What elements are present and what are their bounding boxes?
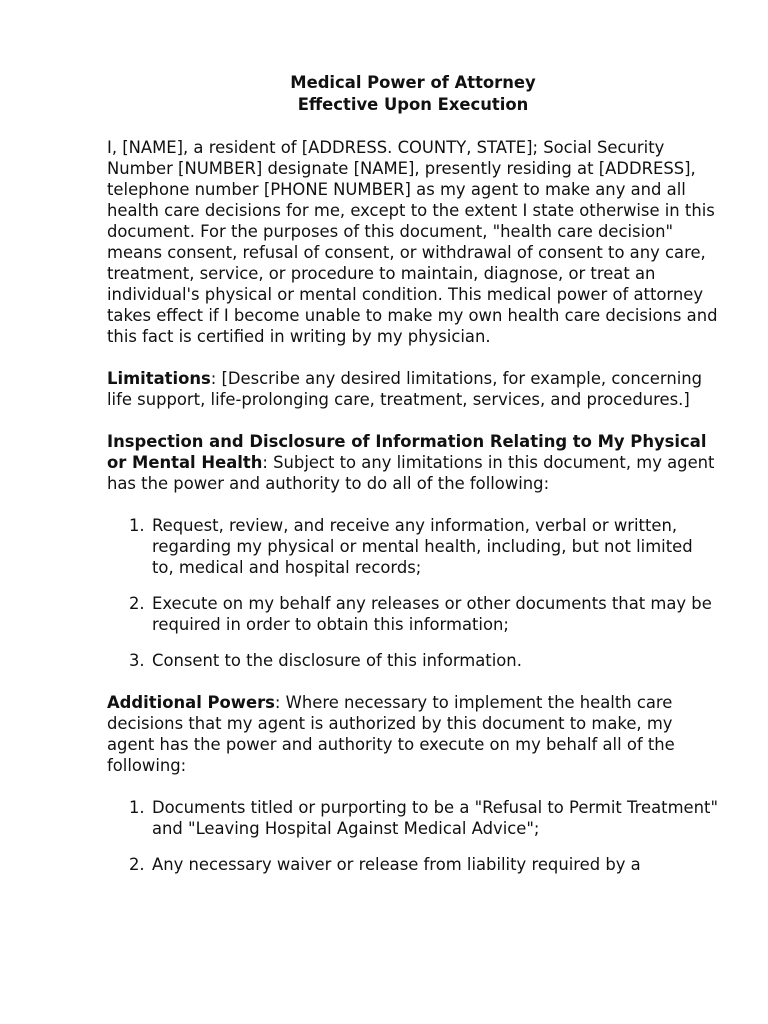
list-item bbox=[107, 515, 719, 578]
list-item-text: Consent to the disclosure of this information. bbox=[152, 651, 522, 670]
inspection-paragraph bbox=[107, 431, 719, 494]
additional-powers-list bbox=[107, 797, 719, 875]
inspection-label: Inspection and Disclosure of Information Relating to My Physical or Mental Health bbox=[107, 432, 707, 472]
list-item bbox=[107, 593, 719, 635]
list-item-number: 2. bbox=[129, 855, 145, 874]
limitations-paragraph bbox=[107, 368, 719, 410]
additional-powers-text: : Where necessary to implement the health care decisions that my agent is authorized by this document to make, my agent has the power and authority to execute on my behalf all of the following: bbox=[107, 693, 675, 775]
title-line-1: Medical Power of Attorney bbox=[290, 73, 536, 92]
document-title bbox=[107, 72, 719, 116]
additional-powers-label: Additional Powers bbox=[107, 693, 275, 712]
list-item-number: 3. bbox=[129, 651, 145, 670]
inspection-list bbox=[107, 515, 719, 671]
document-page bbox=[107, 72, 719, 890]
title-line-2: Effective Upon Execution bbox=[297, 95, 529, 114]
intro-paragraph: I, [NAME], a resident of [ADDRESS. COUNTY, STATE]; Social Security Number [NUMBER] designate [NAME], presently residing at [ADDRESS], telephone number [PHONE NUMBER] as my agent to make any and all health care decisions for me, except to the extent I state otherwise in this document. For the purposes of this document, "health care decision" means consent, refusal of consent, or withdrawal of consent to any care, treatment, service, or procedure to maintain, diagnose, or treat an individual's physical or mental condition. This medical power of attorney takes effect if I become unable to make my own health care decisions and this fact is certified in writing by my physician. bbox=[107, 138, 718, 346]
list-item-number: 1. bbox=[129, 516, 145, 535]
list-item-number: 2. bbox=[129, 594, 145, 613]
list-item-text: Documents titled or purporting to be a "Refusal to Permit Treatment" and "Leaving Hospital Against Medical Advice"; bbox=[152, 798, 718, 838]
list-item bbox=[107, 854, 719, 875]
list-item bbox=[107, 650, 719, 671]
inspection-text: : Subject to any limitations in this document, my agent has the power and authority to do all of the following: bbox=[107, 453, 715, 493]
list-item bbox=[107, 797, 719, 839]
list-item-text: Execute on my behalf any releases or other documents that may be required in order to obtain this information; bbox=[152, 594, 712, 634]
list-item-text: Any necessary waiver or release from liability required by a bbox=[152, 855, 641, 874]
limitations-label: Limitations bbox=[107, 369, 211, 388]
list-item-text: Request, review, and receive any information, verbal or written, regarding my physical or mental health, including, but not limited to, medical and hospital records; bbox=[152, 516, 693, 577]
additional-powers-paragraph bbox=[107, 692, 719, 776]
limitations-text: : [Describe any desired limitations, for example, concerning life support, life-prolonging care, treatment, services, and procedures.] bbox=[107, 369, 703, 409]
list-item-number: 1. bbox=[129, 798, 145, 817]
